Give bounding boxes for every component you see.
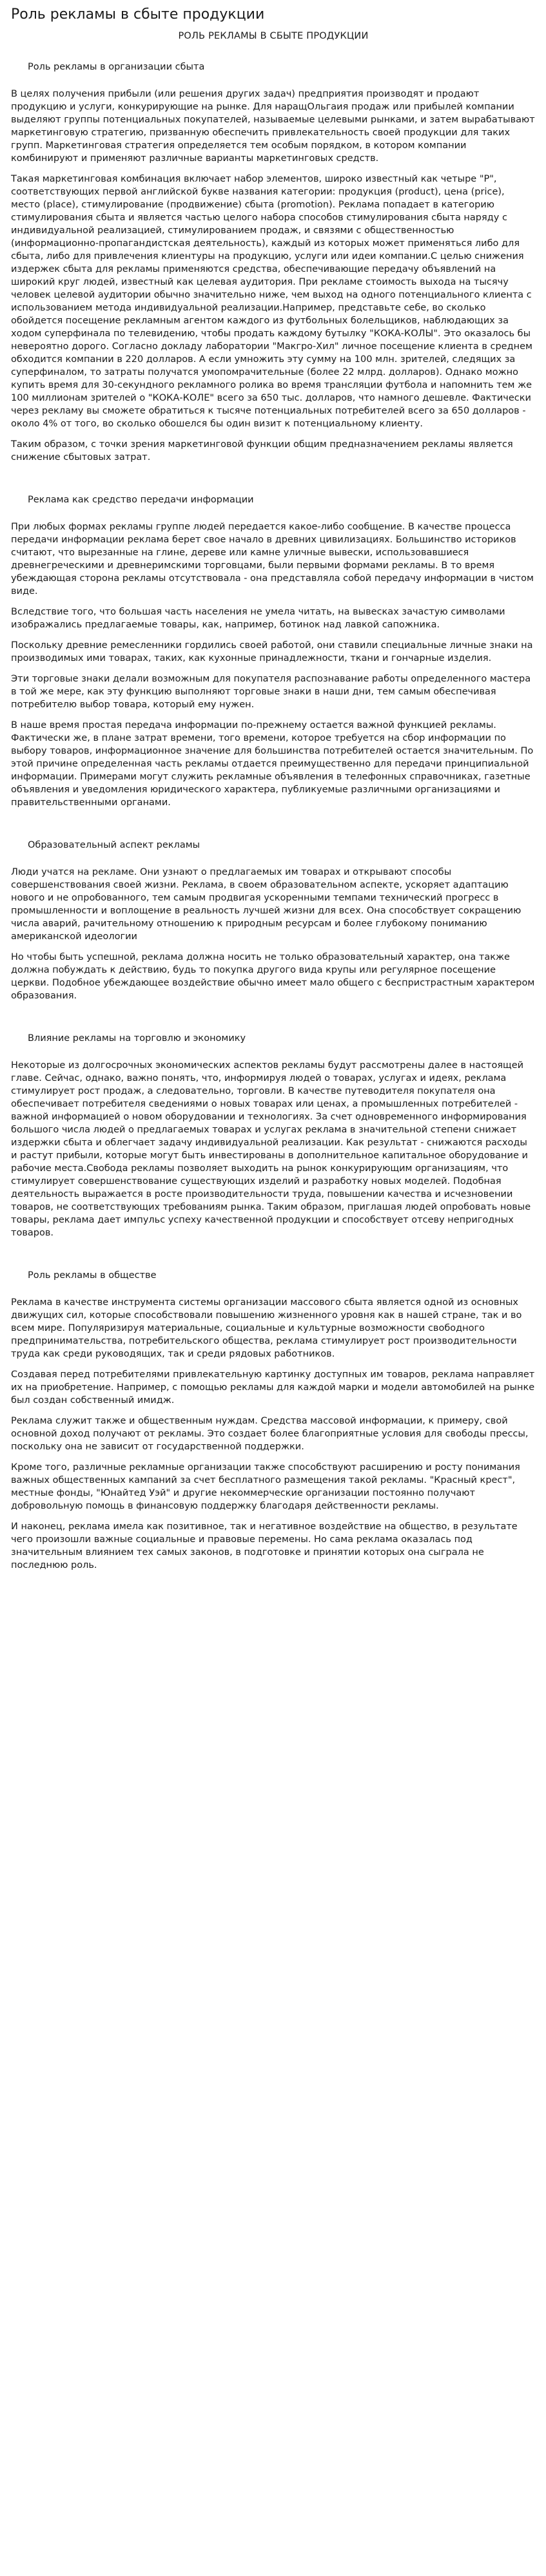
paragraph: Люди учатся на рекламе. Они узнают о предлагаемых им товарах и открывают способы совершенствования своей жизни. Реклама, в своем образовательном аспекте, ускоряет адаптацию нового и не опробованного, тем самым продвигая ускоренными темпами технический прогресс в промышленности и воплощение в реальность лучшей жизни для всех. Она способствует сокращению числа аварий, рачительному отношению к природным ресурсам и более глубокому пониманию американской идеологии <box>11 867 522 942</box>
document-section <box>11 61 536 464</box>
section-spacer <box>11 1247 536 1269</box>
section-heading: Образовательный аспект рекламы <box>28 840 200 850</box>
paragraph: Таким образом, с точки зрения маркетинговой функции общим предназначением рекламы является снижение сбытовых затрат. <box>11 439 513 463</box>
paragraph: Реклама служит также и общественным нуждам. Средства массовой информации, к примеру, свой основной доход получают от рекламы. Это создает более благоприятные условия для свободы прессы, поскольку она не зависит от государственной поддержки. <box>11 1416 529 1452</box>
paragraph: Некоторые из долгосрочных экономических аспектов рекламы будут рассмотрены далее в настоящей главе. Сейчас, однако, важно понять, что, информируя людей о товарах, услугах и идеях, реклама стимулирует рост продаж, а следовательно, торговли. В качестве путеводителя покупателя она обеспечивает потребителя сведениями о новых товарах или ценах, а промышленных потребителей - важной информацией о новом оборудовании и технологиях. За счет одновременного информирования большого числа людей о предлагаемых товарах и услугах реклама в значительной степени снижает издержки сбыта и облегчает задачу индивидуальной реализации. Как результат - снижаются расходы и растут прибыли, которые могут быть инвестированы в дополнительное капитальное оборудование и рабочие места.Свобода рекламы позволяет выходить на рынок конкурирующим организациям, что стимулирует совершенствование существующих изделий и разработку новых моделей. Подобная деятельность выражается в росте производительности труда, повышении качества и исчезновении товаров, не соответствующих требованиям рынка. Таким образом, приглашая людей опробовать новые товары, реклама дает импульс успеху качественной продукции и способствует отсеву непригодных товаров. <box>11 1060 531 1238</box>
document-section <box>11 1269 536 1572</box>
paragraph: Реклама в качестве инструмента системы организации массового сбыта является одной из основных движущих сил, которые способствовали повышению жизненного уровня как в нашей стране, так и во всем мире. Популяризируя материальные, социальные и культурные возможности свободного предпринимательства, потребительского общества, реклама стимулирует рост производительности труда как среди руководящих, так и среди рядовых работников. <box>11 1297 522 1359</box>
document-section <box>11 839 536 1002</box>
paragraph: Поскольку древние ремесленники гордились своей работой, они ставили специальные личные знаки на производимых ими товарах, таких, как кухонные принадлежности, ткани и гончарные изделия. <box>11 640 533 663</box>
paragraph: И наконец, реклама имела как позитивное, так и негативное воздействие на общество, в результате чего произошли важные социальные и правовые перемены. Но сама реклама оказалась под значительным влиянием тех самых законов, в подготовке и принятии которых она сыграла не последнюю роль. <box>11 1522 518 1570</box>
paragraph: Такая маркетинговая комбинация включает набор элементов, широко известный как четыре "Р", соответствующих первой английской букве названия категории: продукция (product), цена (price), место (place), стимулирование (продвижение) сбыта (promotion). Реклама попадает в категорию стимулирования сбыта и является частью целого набора способов стимулирования сбыта наряду с индивидуальной реализацией, стимулированием продаж, и связями с общественностью (информационно-пропагандистская деятельность), каждый из которых может применяться либо для сбыта, либо для привлечения клиентуры на продукцию, услуги или идеи компании.С целью снижения издержек сбыта для рекламы применяются средства, обеспечивающие передачу объявлений на широкий круг людей, известный как целевая аудитория. При рекламе стоимость выхода на тысячу человек целевой аудитории обычно значительно ниже, чем выход на одного потенциального клиента с использованием метода индивидуальной реализации.Например, представьте себе, во сколько обойдется посещение рекламным агентом каждого из футбольных болельщиков, наблюдающих за ходом суперфинала по телевидению, чтобы продать каждому бутылку "КОКА-КОЛЫ". Это оказалось бы невероятно дорого. Согласно докладу лаборатории "Макгро-Хил" личное посещение клиента в среднем обходится компании в 220 долларов. А если умножить эту сумму на 100 млн. зрителей, следящих за суперфиналом, то затраты получатся умопомрачительные (более 22 млрд. долларов). Однако можно купить время для 30-секундного рекламного ролика во время трансляции футбола и напомнить тем же 100 миллионам зрителей о "КОКА-КОЛЕ" всего за 650 тыс. долларов, что намного дешевле. Фактически через рекламу вы сможете обратиться к тысяче потенциальных потребителей всего за 650 долларов - около 4% от того, во сколько обошелся бы один визит к потенциальному клиенту. <box>11 174 532 429</box>
section-heading: Влияние рекламы на торговлю и экономику <box>28 1033 246 1044</box>
paragraph: Эти торговые знаки делали возможным для покупателя распознавание работы определенного мастера в той же мере, как эту функцию выполняют торговые знаки в наши дни, тем самым обеспечивая потребителю выбор товара, который ему нужен. <box>11 674 531 710</box>
page-title: Роль рекламы в сбыте продукции <box>11 6 265 23</box>
section-heading: Роль рекламы в обществе <box>28 1270 157 1281</box>
paragraph: Создавая перед потребителями привлекательную картинку доступных им товаров, реклама направляет их на приобретение. Например, с помощью рекламы для каждой марки и модели автомобилей на рынке был создан собственный имидж. <box>11 1369 535 1406</box>
document-section <box>11 1032 536 1239</box>
section-heading: Реклама как средство передачи информации <box>28 495 254 505</box>
document-heading: РОЛЬ РЕКЛАМЫ В СБЫТЕ ПРОДУКЦИИ <box>178 31 369 41</box>
section-spacer <box>11 472 536 493</box>
paragraph: В целях получения прибыли (или решения других задач) предприятия производят и продают продукцию и услуги, конкурирующие на рынке. Для наращОльгаия продаж или прибылей компании выделяют группы потенциальных покупателей, называемые целевыми рынками, и затем вырабатывают маркетинговую стратегию, призванную обеспечить привлекательность своей продукции для таких групп. Маркетинговая стратегия определяется тем особым порядком, в котором компании комбинируют и применяют различные варианты маркетинговых средств. <box>11 89 535 164</box>
paragraph: Кроме того, различные рекламные организации также способствуют расширению и росту понимания важных общественных кампаний за счет бесплатного размещения такой рекламы. "Красный крест", местные фонды, "Юнайтед Уэй" и другие некоммерческие организации постоянно получают добровольную помощь в финансовую поддержку благодаря действенности рекламы. <box>11 1462 520 1511</box>
section-spacer <box>11 1010 536 1032</box>
paragraph: Вследствие того, что большая часть населения не умела читать, на вывесках зачастую символами изображались предлагаемые товары, как, например, ботинок над лавкой сапожника. <box>11 607 505 630</box>
paragraph: Но чтобы быть успешной, реклама должна носить не только образовательный характер, она также должна побуждать к действию, будь то покупка другого вида крупы или регулярное посещение церкви. Подобное убеждающее воздействие обычно имеет мало общего с беспристрастным характером образования. <box>11 952 535 1001</box>
paragraph: В наше время простая передача информации по-прежнему остается важной функцией рекламы. Фактически же, в плане затрат времени, того времени, которое требуется на сбор информации по выбору товаров, информационное значение для большинства потребителей остается значительным. По этой причине определенная часть рекламы отдается преимущественно для передачи принципиальной информации. Примерами могут служить рекламные объявления в телефонных справочниках, газетные объявления и уведомления юридического характера, публикуемые различными организациями и правительственными органами. <box>11 720 534 808</box>
paragraph: При любых формах рекламы группе людей передается какое-либо сообщение. В качестве процесса передачи информации реклама берет свое начало в древних цивилизациях. Большинство историков считают, что вырезанные на глине, дереве или камне уличные вывески, использовавшиеся древнегреческими и древнеримскими торговцами, были первыми формами рекламы. В то время убеждающая сторона рекламы отсутствовала - она представляла собой передачу информации в чистом виде. <box>11 522 534 596</box>
document-body <box>11 61 536 1572</box>
section-heading: Роль рекламы в организации сбыта <box>28 62 205 72</box>
section-spacer <box>11 817 536 839</box>
document-section <box>11 493 536 809</box>
